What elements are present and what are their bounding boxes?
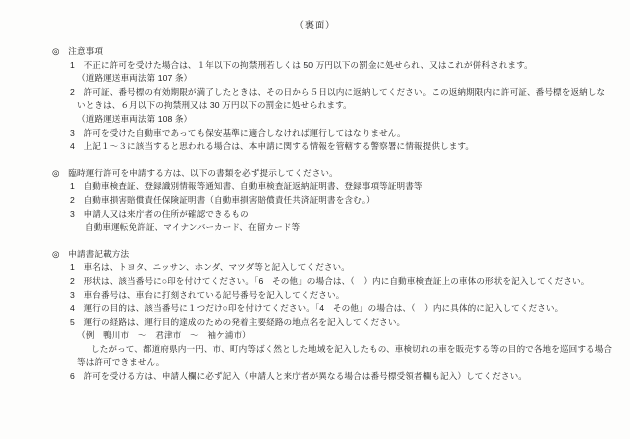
document-line: 1 車名は、トヨタ、ニッサン、ホンダ、マツダ等と記入してください。 (70, 262, 350, 273)
document-line: 3 車台番号は、車台に打刻されている記号番号を記入してください。 (70, 289, 345, 300)
section-heading: ◎ 申請書記載方法 (52, 248, 130, 259)
page-side-label: （裏面） (294, 20, 336, 30)
document-line: いときは、６月以下の拘禁刑又は 30 万円以下の罰金に処せられます。 (77, 100, 352, 111)
document-line: 5 運行の経路は、運行目的達成のための発着主要経路の地点名を記入してください。 (70, 316, 406, 327)
document-line: （道路運送車両法第 107 条） (77, 73, 193, 84)
document-line: 3 申請人又は来庁者の住所が確認できるもの (70, 208, 249, 219)
section-heading: ◎ 注意事項 (52, 46, 104, 56)
document-line: 3 許可を受けた自動車であっても保安基準に適合しなければ運行してはなりません。 (70, 127, 406, 138)
document-line: （道路運送車両法第 108 条） (77, 113, 193, 124)
document-line: （例 鴨川市 ～ 君津市 ～ 袖ケ浦市） (77, 330, 251, 341)
document-line: 等は許可できません。 (77, 357, 165, 368)
document-line: 2 自動車損害賠償責任保険証明書（自動車損害賠償責任共済証明書を含む。） (70, 194, 375, 205)
document-section-1 (0, 45, 630, 154)
document-line: 1 不正に許可を受けた場合は、１年以下の拘禁刑若しくは 50 万円以下の罰金に処せられ、又はこれが併科されます。 (70, 59, 533, 70)
document-line: 4 上記１～３に該当すると思われる場合は、本申請に関する情報を管轄する警察署に情報提供します。 (70, 141, 475, 152)
document-line: 2 形状は、該当番号に○印を付けてください。「6 その他」の場合は、（ ）内に自動車検査証上の車体の形状を記入してください。 (70, 275, 590, 286)
document-line: 1 自動車検査証、登録識別情報等通知書、自動車検査証返納証明書、登録事項等証明書等 (70, 181, 423, 192)
document-body (0, 45, 630, 384)
document-line: 2 許可証、番号標の有効期限が満了したときは、その日から５日以内に返納してください。この返納期限内に許可証、番号標を返納しな (70, 86, 606, 97)
document-line: 自動車運転免許証、マイナンバーカード、在留カード等 (85, 222, 301, 233)
document-section-3 (0, 248, 630, 384)
document-section-2 (0, 167, 630, 235)
document-line: したがって、都道府県内一円、市、町内等ばく然とした地域を記入したもの、車検切れの車を販売する等の目的で各地を巡回する場合 (91, 343, 613, 354)
document-line: 4 運行の目的は、該当番号に１つだけ○印を付けてください。「4 その他」の場合は、（ ）内に具体的に記入してください。 (70, 303, 564, 314)
section-heading: ◎ 臨時運行許可を申請する方は、以下の書類を必ず提示してください。 (52, 167, 338, 178)
document-line: 6 許可を受ける方は、申請人欄に必ず記入（申請人と来庁者が異なる場合は番号標受領者欄も記入）してください。 (70, 371, 527, 382)
